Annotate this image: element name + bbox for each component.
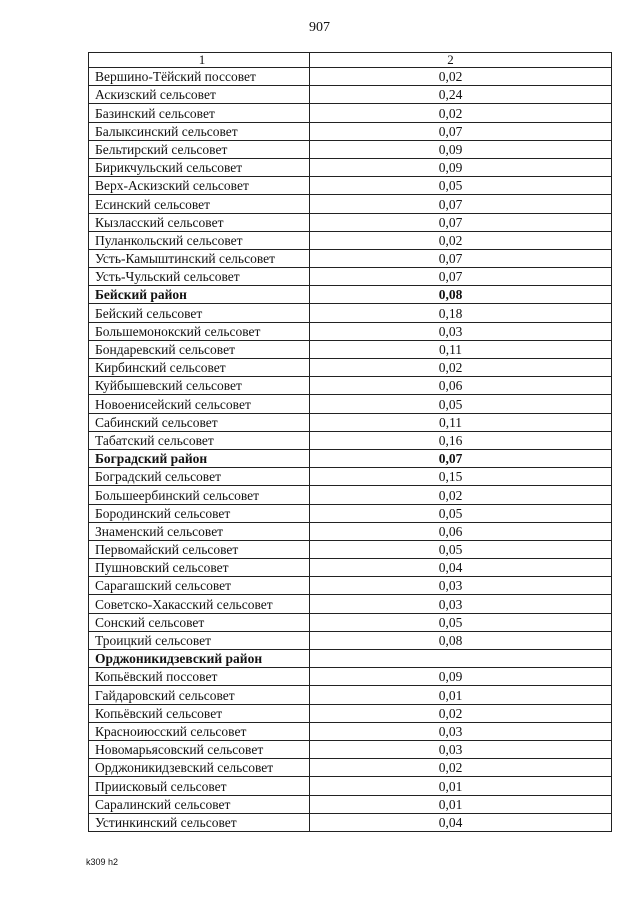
table-row	[89, 177, 612, 195]
row-value-cell: 0,05	[310, 504, 612, 522]
row-value-cell: 0,07	[310, 268, 612, 286]
row-value-cell: 0,07	[310, 195, 612, 213]
table-row	[89, 395, 612, 413]
row-name-cell: Балыксинский сельсовет	[89, 122, 310, 140]
row-value-cell: 0,15	[310, 468, 612, 486]
row-name-cell: Бородинский сельсовет	[89, 504, 310, 522]
row-name-cell: Вершино-Тёйский поссовет	[89, 68, 310, 86]
row-value-cell: 0,06	[310, 522, 612, 540]
table-row	[89, 213, 612, 231]
row-value-cell: 0,07	[310, 449, 612, 467]
row-name-cell: Боградский сельсовет	[89, 468, 310, 486]
column-header-2: 2	[310, 53, 612, 68]
table-row	[89, 613, 612, 631]
table-row	[89, 231, 612, 249]
row-value-cell: 0,07	[310, 213, 612, 231]
row-value-cell: 0,18	[310, 304, 612, 322]
row-name-cell: Бирикчульский сельсовет	[89, 158, 310, 176]
row-name-cell: Первомайский сельсовет	[89, 540, 310, 558]
row-value-cell: 0,05	[310, 395, 612, 413]
row-name-cell: Гайдаровский сельсовет	[89, 686, 310, 704]
table-row	[89, 140, 612, 158]
row-name-cell: Усть-Чульский сельсовет	[89, 268, 310, 286]
table-row	[89, 504, 612, 522]
row-value-cell: 0,01	[310, 795, 612, 813]
row-value-cell: 0,08	[310, 631, 612, 649]
row-value-cell: 0,02	[310, 359, 612, 377]
row-value-cell: 0,02	[310, 759, 612, 777]
row-name-cell: Новомарьясовский сельсовет	[89, 740, 310, 758]
table-row	[89, 777, 612, 795]
row-value-cell: 0,07	[310, 249, 612, 267]
row-value-cell: 0,01	[310, 777, 612, 795]
table-row	[89, 377, 612, 395]
row-name-cell: Усть-Камыштинский сельсовет	[89, 249, 310, 267]
row-name-cell: Табатский сельсовет	[89, 431, 310, 449]
row-value-cell: 0,04	[310, 559, 612, 577]
table-row	[89, 668, 612, 686]
row-value-cell: 0,04	[310, 813, 612, 831]
row-name-cell: Пуланкольский сельсовет	[89, 231, 310, 249]
table-row	[89, 158, 612, 176]
row-value-cell: 0,03	[310, 322, 612, 340]
table-row	[89, 559, 612, 577]
row-value-cell: 0,08	[310, 286, 612, 304]
row-name-cell: Орджоникидзевский сельсовет	[89, 759, 310, 777]
row-value-cell: 0,07	[310, 122, 612, 140]
table-row	[89, 686, 612, 704]
table-row	[89, 595, 612, 613]
row-name-cell: Знаменский сельсовет	[89, 522, 310, 540]
row-name-cell: Красноиюсский сельсовет	[89, 722, 310, 740]
table-row	[89, 650, 612, 668]
row-name-cell: Бейский район	[89, 286, 310, 304]
row-name-cell: Новоенисейский сельсовет	[89, 395, 310, 413]
table-row	[89, 468, 612, 486]
row-value-cell	[310, 650, 612, 668]
row-name-cell: Боградский район	[89, 449, 310, 467]
row-value-cell: 0,24	[310, 86, 612, 104]
table-row	[89, 431, 612, 449]
row-name-cell: Копьёвский сельсовет	[89, 704, 310, 722]
row-name-cell: Бейский сельсовет	[89, 304, 310, 322]
row-name-cell: Троицкий сельсовет	[89, 631, 310, 649]
row-name-cell: Бондаревский сельсовет	[89, 340, 310, 358]
table-row	[89, 195, 612, 213]
table-row	[89, 522, 612, 540]
row-value-cell: 0,05	[310, 540, 612, 558]
data-table	[88, 52, 612, 832]
row-name-cell: Аскизский сельсовет	[89, 86, 310, 104]
row-value-cell: 0,03	[310, 722, 612, 740]
row-name-cell: Большемонокский сельсовет	[89, 322, 310, 340]
row-name-cell: Саралинский сельсовет	[89, 795, 310, 813]
table-row	[89, 704, 612, 722]
table-row	[89, 631, 612, 649]
row-value-cell: 0,01	[310, 686, 612, 704]
row-name-cell: Копьёвский поссовет	[89, 668, 310, 686]
page-number: 907	[309, 20, 330, 35]
row-value-cell: 0,16	[310, 431, 612, 449]
table-header-row	[89, 53, 612, 68]
table-row	[89, 813, 612, 831]
row-name-cell: Куйбышевский сельсовет	[89, 377, 310, 395]
row-name-cell: Сарагашский сельсовет	[89, 577, 310, 595]
table-body	[89, 53, 612, 832]
footer-code: k309 h2	[86, 857, 119, 867]
table-row	[89, 68, 612, 86]
row-value-cell: 0,11	[310, 413, 612, 431]
row-value-cell: 0,02	[310, 486, 612, 504]
row-value-cell: 0,05	[310, 613, 612, 631]
row-name-cell: Сонский сельсовет	[89, 613, 310, 631]
row-value-cell: 0,05	[310, 177, 612, 195]
row-name-cell: Кызласский сельсовет	[89, 213, 310, 231]
row-value-cell: 0,09	[310, 668, 612, 686]
row-value-cell: 0,11	[310, 340, 612, 358]
table-row	[89, 449, 612, 467]
table-row	[89, 104, 612, 122]
row-name-cell: Бельтирский сельсовет	[89, 140, 310, 158]
row-name-cell: Есинский сельсовет	[89, 195, 310, 213]
row-value-cell: 0,02	[310, 704, 612, 722]
table-row	[89, 322, 612, 340]
row-value-cell: 0,03	[310, 740, 612, 758]
row-name-cell: Орджоникидзевский район	[89, 650, 310, 668]
row-value-cell: 0,06	[310, 377, 612, 395]
table-row	[89, 486, 612, 504]
table-row	[89, 759, 612, 777]
row-name-cell: Большеербинский сельсовет	[89, 486, 310, 504]
table-row	[89, 286, 612, 304]
table-row	[89, 577, 612, 595]
table-row	[89, 268, 612, 286]
row-value-cell: 0,02	[310, 104, 612, 122]
table-row	[89, 795, 612, 813]
row-name-cell: Устинкинский сельсовет	[89, 813, 310, 831]
table-row	[89, 122, 612, 140]
row-name-cell: Верх-Аскизский сельсовет	[89, 177, 310, 195]
row-value-cell: 0,02	[310, 231, 612, 249]
table-row	[89, 740, 612, 758]
row-value-cell: 0,03	[310, 577, 612, 595]
table-row	[89, 249, 612, 267]
row-name-cell: Кирбинский сельсовет	[89, 359, 310, 377]
table-row	[89, 540, 612, 558]
table-row	[89, 359, 612, 377]
row-name-cell: Советско-Хакасский сельсовет	[89, 595, 310, 613]
column-header-1: 1	[89, 53, 310, 68]
table-row	[89, 413, 612, 431]
row-name-cell: Базинский сельсовет	[89, 104, 310, 122]
row-value-cell: 0,09	[310, 158, 612, 176]
row-name-cell: Приисковый сельсовет	[89, 777, 310, 795]
table-row	[89, 86, 612, 104]
table-row	[89, 340, 612, 358]
table-row	[89, 722, 612, 740]
row-name-cell: Сабинский сельсовет	[89, 413, 310, 431]
row-value-cell: 0,03	[310, 595, 612, 613]
table-row	[89, 304, 612, 322]
row-name-cell: Пушновский сельсовет	[89, 559, 310, 577]
row-value-cell: 0,09	[310, 140, 612, 158]
row-value-cell: 0,02	[310, 68, 612, 86]
